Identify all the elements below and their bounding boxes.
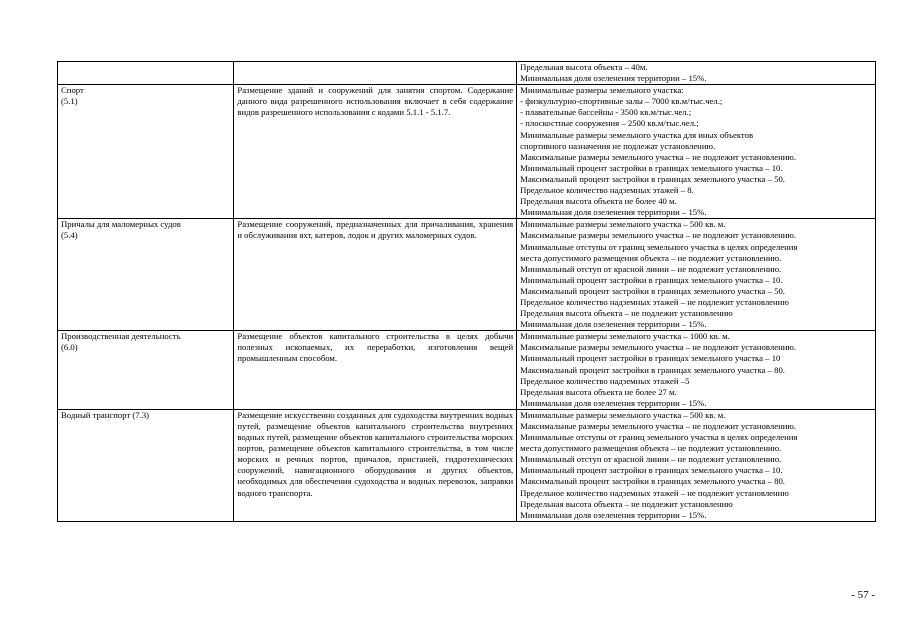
parameters-cell — [517, 62, 876, 85]
table-row — [58, 409, 876, 521]
parameter-line: Минимальная доля озеленения территории – 15%. — [520, 207, 707, 218]
parameter-line: Максимальные размеры земельного участка – не подлежит установлению. — [520, 342, 797, 353]
parameter-line: Предельное количество надземных этажей – 8. — [520, 185, 694, 196]
parameter-line: Минимальный отступ от красной линии – не подлежит установлению. — [520, 454, 782, 465]
parameter-line: Минимальный процент застройки в границах земельного участка – 10. — [520, 162, 783, 173]
parameter-line: Минимальные отступы от границ земельного участка в целях определения — [520, 241, 798, 252]
parameter-line: Максимальный процент застройки в границах земельного участка – 80. — [520, 476, 785, 487]
parameter-line: Минимальные отступы от границ земельного участка в целях определения — [520, 432, 798, 443]
parameter-line: Минимальный процент застройки в границах земельного участка – 10 — [520, 353, 781, 364]
land-use-description-cell: Размещение зданий и сооружений для занятия спортом. Содержание данного вида разрешенного использования включает в себя содержание видов разрешенного использования с кодами 5.1.1 - 5.1.7. — [234, 85, 517, 219]
parameter-line: Минимальные размеры земельного участка для иных объектов — [520, 129, 754, 140]
parameter-line: Минимальные размеры земельного участка – 500 кв. м. — [520, 409, 726, 420]
land-use-description-cell — [234, 62, 517, 85]
parameter-line: Максимальный процент застройки в границах земельного участка – 50. — [520, 285, 785, 296]
parameter-line: Минимальный процент застройки в границах земельного участка – 10. — [520, 465, 783, 476]
parameter-line: Предельное количество надземных этажей – не подлежит установлению — [520, 487, 789, 498]
parameter-line: Максимальные размеры земельного участка – не подлежит установлению. — [520, 151, 797, 162]
parameter-line: Предельное количество надземных этажей – не подлежит установлению — [520, 296, 789, 307]
parameters-cell — [517, 331, 876, 410]
parameter-line: Максимальные размеры земельного участка – не подлежит установлению. — [520, 421, 797, 431]
parameter-line: Минимальная доля озеленения территории – 15%. — [520, 319, 707, 330]
parameter-line: - физкультурно-спортивные залы – 7000 кв.м/тыс.чел.; — [520, 96, 723, 107]
parameter-line: - плавательные бассейны - 3500 кв.м/тыс.чел.; — [520, 107, 692, 118]
parameter-line: Предельная высота объекта – 40м. — [520, 62, 648, 72]
parameter-line: спортивного назначения не подлежат установлению. — [520, 140, 716, 151]
table-body — [58, 62, 876, 522]
land-use-table — [57, 61, 876, 522]
land-use-name-cell: Производственная деятельность (6.0) — [58, 331, 234, 410]
parameter-line: Минимальный отступ от красной линии – не подлежит установлению. — [520, 263, 782, 274]
parameter-line: Предельная высота объекта – не подлежит установлению — [520, 498, 733, 509]
parameters-cell — [517, 409, 876, 521]
parameter-line: Предельная высота объекта – не подлежит установлению — [520, 308, 733, 319]
land-use-name-cell: Спорт (5.1) — [58, 85, 234, 219]
parameter-line: Минимальная доля озеленения территории – 15%. — [520, 73, 707, 84]
land-use-description-cell: Размещение искусственно созданных для судоходства внутренних водных путей, размещение объектов капитального строительства внутренних водных путей, размещение объектов капитального строительства морских портов, размещение объектов капитального строительства, в том числе морских и речных портов, причалов, пристаней, гидротехнических сооружений, навигационного оборудования и других объектов, необходимых для обеспечения судоходства и водных перевозок, заправки водного транспорта. — [234, 409, 517, 521]
table-row — [58, 85, 876, 219]
land-use-name-cell — [58, 62, 234, 85]
land-use-name-cell: Причалы для маломерных судов (5.4) — [58, 219, 234, 331]
parameter-line: Максимальный процент застройки в границах земельного участка – 80. — [520, 364, 785, 375]
table-row — [58, 331, 876, 410]
parameter-line: Предельное количество надземных этажей –5 — [520, 375, 690, 386]
parameter-line: Минимальная доля озеленения территории – 15%. — [520, 397, 707, 408]
parameter-line: - плоскостные сооружения – 2500 кв.м/тыс.чел.; — [520, 118, 699, 129]
land-use-name-cell: Водный транспорт (7.3) — [58, 409, 234, 521]
parameter-line: Максимальный процент застройки в границах земельного участка – 50. — [520, 173, 785, 184]
parameter-line: Максимальные размеры земельного участка – не подлежит установлению. — [520, 230, 797, 241]
parameters-cell — [517, 85, 876, 219]
parameter-line: места допустимого размещения объекта – не подлежит установлению. — [520, 252, 782, 263]
page-number: - 57 - — [851, 589, 875, 601]
parameter-line: Предельная высота объекта не более 40 м. — [520, 196, 677, 207]
table-row — [58, 219, 876, 331]
land-use-description-cell: Размещение сооружений, предназначенных для причаливания, хранения и обслуживания яхт, катеров, лодок и других маломерных судов. — [234, 219, 517, 331]
table-row — [58, 62, 876, 85]
parameter-line: Минимальная доля озеленения территории – 15%. — [520, 509, 707, 520]
parameter-line: места допустимого размещения объекта – не подлежит установлению. — [520, 443, 782, 454]
parameters-cell — [517, 219, 876, 331]
parameter-line: Минимальные размеры земельного участка: — [520, 85, 684, 96]
parameter-line: Предельная высота объекта не более 27 м. — [520, 386, 677, 397]
parameter-line: Минимальные размеры земельного участка – 500 кв. м. — [520, 219, 726, 230]
parameter-line: Минимальный процент застройки в границах земельного участка – 10. — [520, 274, 783, 285]
land-use-description-cell: Размещение объектов капитального строительства в целях добычи полезных ископаемых, их переработки, изготовления вещей промышленным способом. — [234, 331, 517, 410]
parameter-line: Минимальные размеры земельного участка – 1000 кв. м. — [520, 331, 730, 342]
